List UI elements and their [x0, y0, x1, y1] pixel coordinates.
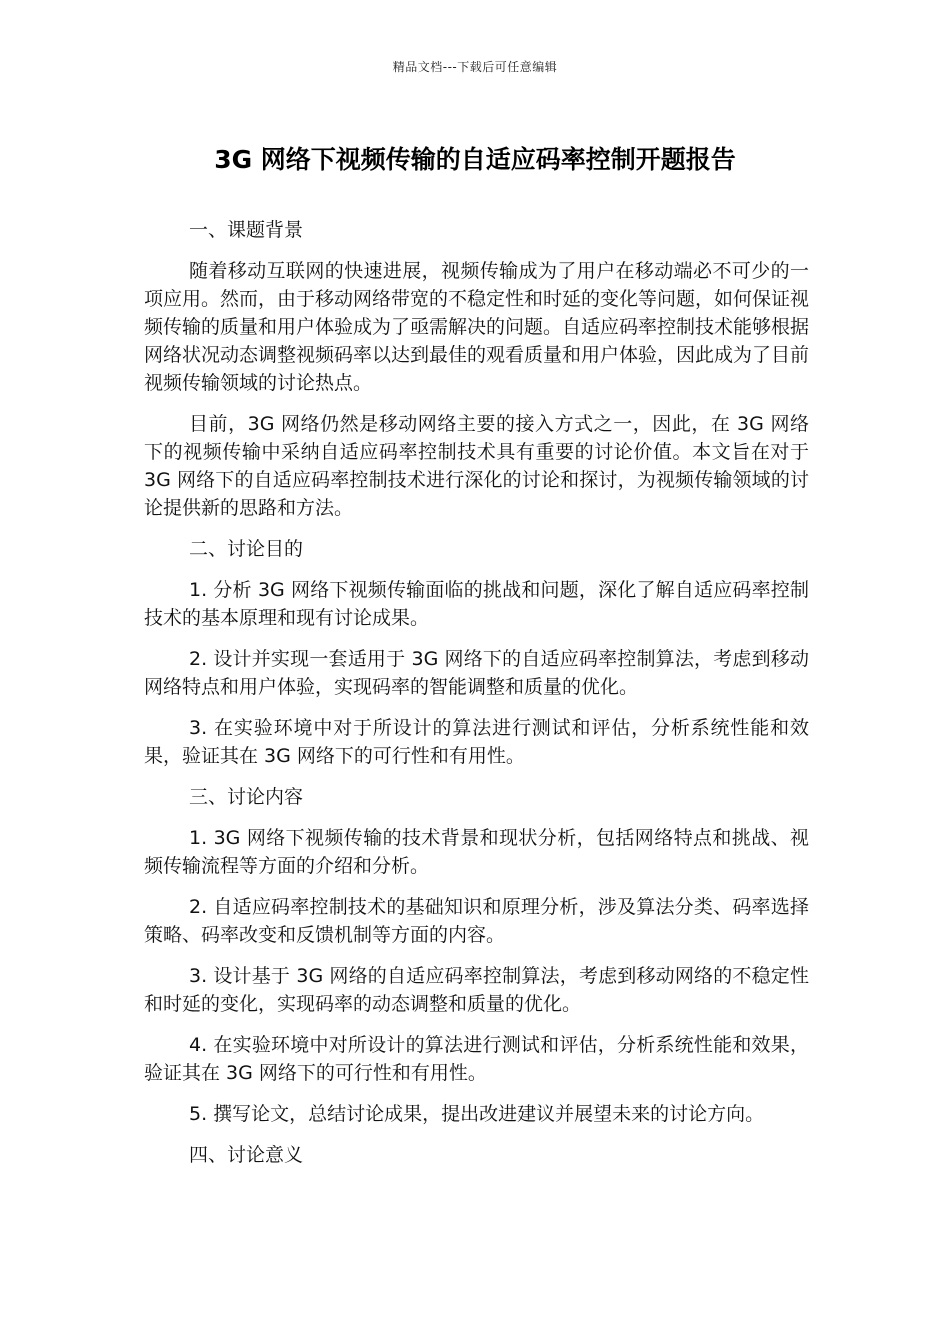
document-title: 3G 网络下视频传输的自适应码率控制开题报告	[214, 145, 736, 174]
list-item: 5. 撰写论文，总结讨论成果，提出改进建议并展望未来的讨论方向。	[189, 1103, 765, 1125]
list-item: 1. 分析 3G 网络下视频传输面临的挑战和问题，深化了解自适应码率控制技术的基本原理和现有讨论成果。	[144, 579, 809, 629]
paragraph: 目前，3G 网络仍然是移动网络主要的接入方式之一，因此，在 3G 网络下的视频传输中采纳自适应码率控制技术具有重要的讨论价值。本文旨在对于 3G 网络下的自适应码率控制技术进行深化的讨论和探讨，为视频传输领域的讨论提供新的思路和方法。	[144, 413, 809, 519]
list-item: 4. 在实验环境中对所设计的算法进行测试和评估，分析系统性能和效果，验证其在 3G 网络下的可行性和有用性。	[144, 1034, 809, 1084]
document-body	[144, 216, 809, 1182]
section-heading-significance: 四、讨论意义	[189, 1144, 304, 1166]
header-note: 精品文档---下载后可任意编辑	[392, 60, 558, 74]
list-item: 3. 设计基于 3G 网络的自适应码率控制算法，考虑到移动网络的不稳定性和时延的变化，实现码率的动态调整和质量的优化。	[144, 965, 809, 1015]
paragraph: 随着移动互联网的快速进展，视频传输成为了用户在移动端必不可少的一项应用。然而，由于移动网络带宽的不稳定性和时延的变化等问题，如何保证视频传输的质量和用户体验成为了亟需解决的问题。自适应码率控制技术能够根据网络状况动态调整视频码率以达到最佳的观看质量和用户体验，因此成为了目前视频传输领域的讨论热点。	[144, 260, 810, 394]
list-item: 2. 自适应码率控制技术的基础知识和原理分析，涉及算法分类、码率选择策略、码率改变和反馈机制等方面的内容。	[144, 896, 809, 946]
list-item: 3. 在实验环境中对于所设计的算法进行测试和评估，分析系统性能和效果，验证其在 3G 网络下的可行性和有用性。	[144, 717, 809, 767]
section-heading-objectives: 二、讨论目的	[189, 538, 304, 560]
section-heading-background: 一、课题背景	[189, 219, 304, 241]
list-item: 1. 3G 网络下视频传输的技术背景和现状分析，包括网络特点和挑战、视频传输流程等方面的介绍和分析。	[144, 827, 809, 877]
list-item: 2. 设计并实现一套适用于 3G 网络下的自适应码率控制算法，考虑到移动网络特点和用户体验，实现码率的智能调整和质量的优化。	[144, 648, 809, 698]
section-heading-content: 三、讨论内容	[189, 786, 304, 808]
